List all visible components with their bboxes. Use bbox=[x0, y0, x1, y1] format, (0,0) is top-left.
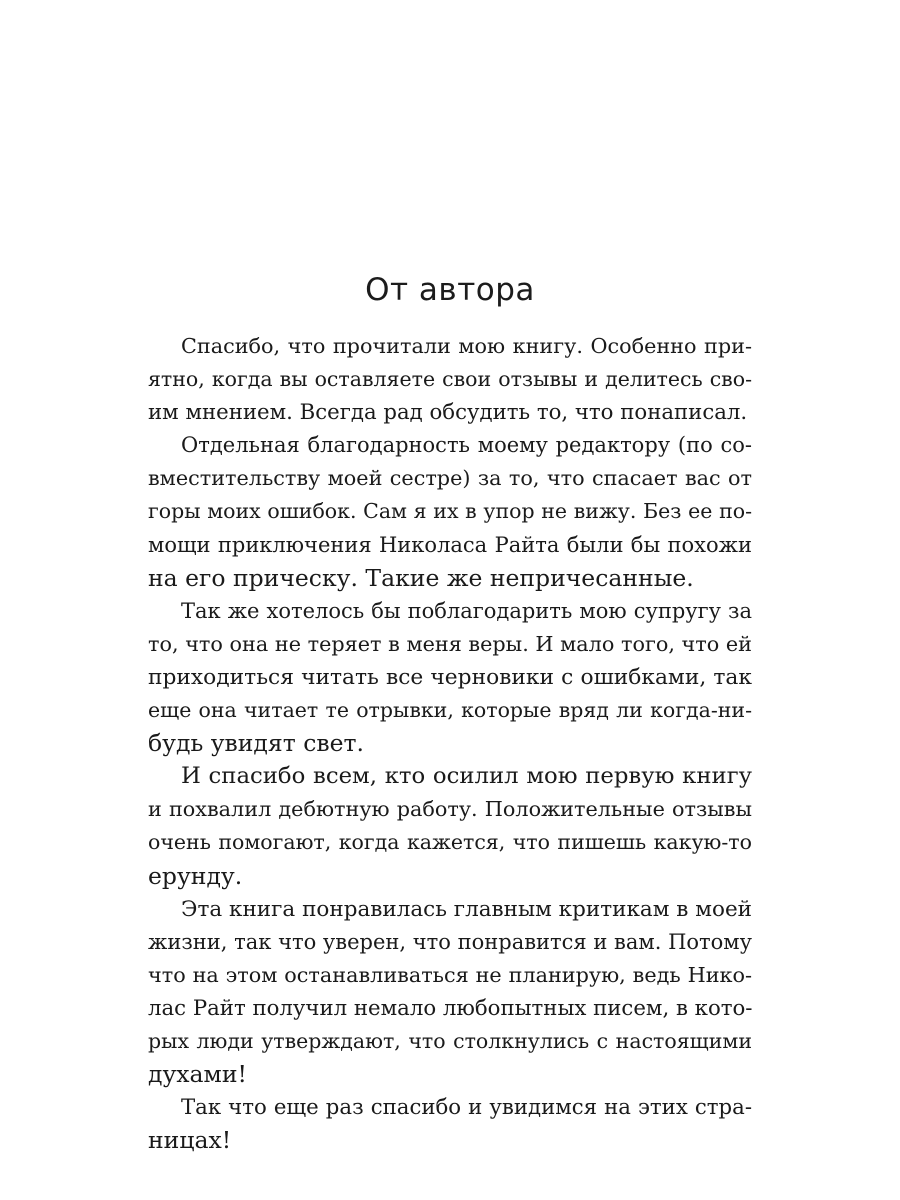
text-line: на его прическу. Такие же непричесанные. bbox=[148, 563, 694, 592]
text-line: то, что она не теряет в меня веры. И мало того, что ей bbox=[148, 631, 752, 656]
text-line: ятно, когда вы оставляете свои отзывы и делитесь сво- bbox=[148, 367, 752, 392]
text-line: очень помогают, когда кажется, что пишешь какую-то bbox=[148, 830, 752, 855]
text-line: горы моих ошибок. Сам я их в упор не вижу. Без ее по- bbox=[148, 499, 752, 524]
text-line: духами! bbox=[148, 1060, 247, 1089]
text-line: еще она читает те отрывки, которые вряд ли когда-ни- bbox=[148, 698, 752, 723]
text-line: Так что еще раз спасибо и увидимся на этих стра- bbox=[181, 1095, 752, 1121]
text-line: что на этом останавливаться не планирую, ведь Нико- bbox=[148, 962, 752, 987]
text-line: И спасибо всем, кто осилил мою первую книгу bbox=[181, 763, 752, 790]
text-line: ерунду. bbox=[148, 861, 243, 890]
body-text bbox=[148, 330, 752, 1157]
text-line: Спасибо, что прочитали мою книгу. Особенно при- bbox=[181, 334, 752, 358]
text-line: вместительству моей сестре) за то, что спасает вас от bbox=[148, 466, 752, 491]
paragraph bbox=[148, 595, 752, 760]
text-line: приходиться читать все черновики с ошибками, так bbox=[148, 664, 752, 690]
text-line: им мнением. Всегда рад обсудить то, что понаписал. bbox=[148, 400, 748, 426]
paragraph bbox=[148, 330, 752, 429]
text-line: Отдельная благодарность моему редактору (по со- bbox=[181, 433, 752, 458]
page-title: От автора bbox=[365, 272, 535, 308]
paragraph bbox=[148, 760, 752, 892]
text-line: будь увидят свет. bbox=[148, 729, 364, 758]
text-line: жизни, так что уверен, что понравится и вам. Потому bbox=[148, 929, 752, 954]
text-line: ницах! bbox=[148, 1126, 232, 1155]
text-line: Эта книга понравилась главным критикам в моей bbox=[181, 896, 752, 922]
paragraph bbox=[148, 429, 752, 594]
text-line: мощи приключения Николаса Райта были бы похожи bbox=[148, 532, 752, 557]
text-line: рых люди утверждают, что столкнулись с настоящими bbox=[148, 1028, 752, 1053]
paragraph bbox=[148, 893, 752, 1092]
text-line: и похвалил дебютную работу. Положительные отзывы bbox=[148, 797, 752, 822]
book-page bbox=[148, 0, 752, 1200]
paragraph bbox=[148, 1091, 752, 1157]
text-line: Так же хотелось бы поблагодарить мою супругу за bbox=[181, 598, 752, 623]
text-line: лас Райт получил немало любопытных писем, в кото- bbox=[148, 995, 752, 1021]
